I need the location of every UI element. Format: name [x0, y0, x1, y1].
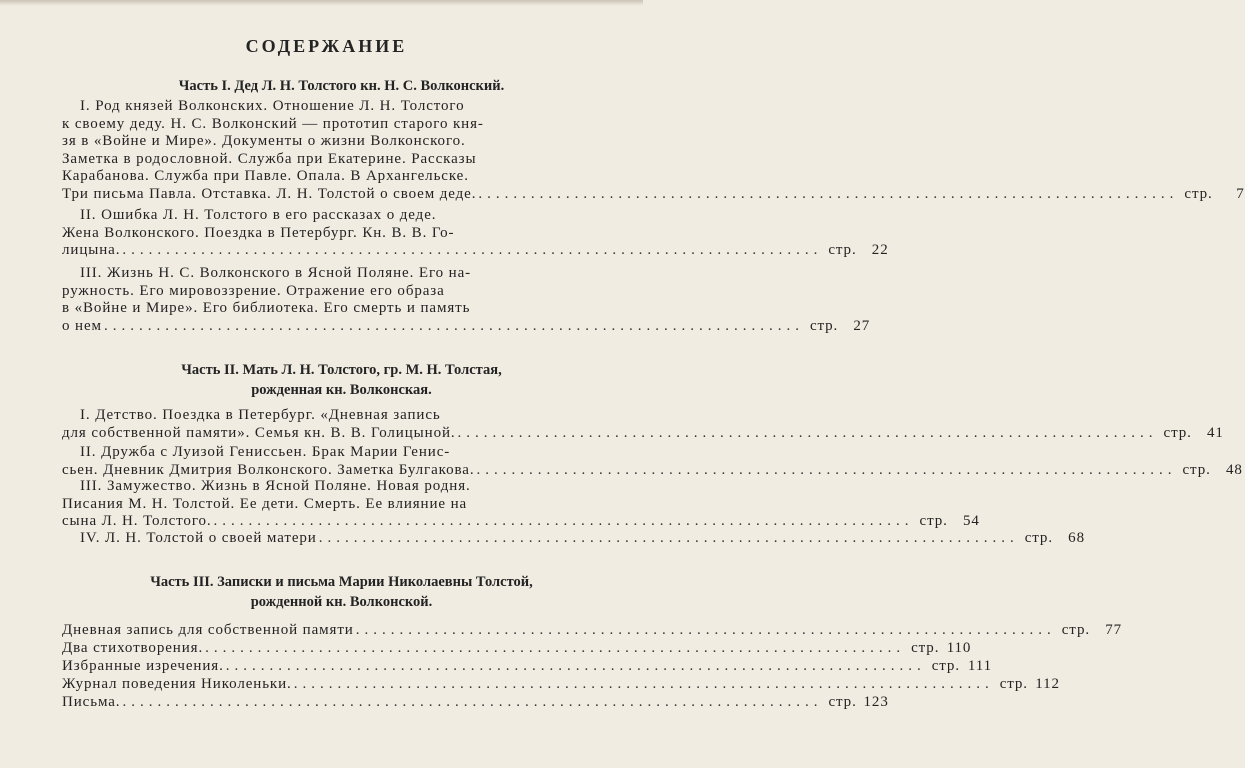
toc-entry-part2-1[interactable]: [62, 407, 1224, 442]
entry-text-line: лицына.: [62, 242, 121, 259]
page-label: стр.: [828, 694, 857, 710]
page-edge: [0, 0, 643, 6]
leader-dots: ................................................................................: [355, 622, 1056, 638]
page-ref: [1183, 462, 1243, 480]
part-2-heading-line: Часть II. Мать Л. Н. Толстого, гр. М. Н. Толстая,: [181, 362, 502, 378]
toc-entry-part3-3[interactable]: [62, 658, 992, 676]
page-number: 112: [1035, 676, 1060, 692]
page-ref: [1062, 622, 1122, 640]
entry-text-line: Три письма Павла. Отставка. Л. Н. Толстой о своем деде.: [62, 185, 477, 202]
page-ref: [828, 242, 888, 260]
page-number: 110: [946, 640, 972, 656]
page-number: 111: [967, 658, 992, 674]
entry-text-line: Дневная запись для собственной памяти: [62, 622, 354, 638]
entry-text-line: зя в «Войне и Мире». Документы о жизни Волконского.: [62, 133, 466, 150]
page-ref: [810, 318, 870, 336]
leader-dots: ................................................................................: [205, 640, 906, 656]
page-label: стр.: [809, 317, 839, 334]
page-label: стр.: [1184, 185, 1213, 202]
entry-last-line: [62, 622, 1122, 640]
leader-dots: ................................................................................: [122, 694, 823, 710]
part-3-heading: [0, 572, 643, 612]
page-ref: [1184, 186, 1244, 204]
entry-text-line: Писания М. Н. Толстой. Ее дети. Смерть. Ее влияние на: [62, 495, 468, 512]
page-ref: [920, 513, 980, 531]
entry-text-line: III. Замужество. Жизнь в Ясной Поляне. Новая родня.: [80, 478, 471, 494]
entry-last-line: [62, 317, 871, 336]
entry-last-line: [62, 424, 1224, 443]
page-label: стр.: [1024, 530, 1053, 546]
part-1-heading: [0, 76, 643, 96]
toc-entry-part1-1[interactable]: [62, 98, 1245, 204]
entry-last-line: [62, 694, 889, 712]
page-label: стр.: [1061, 622, 1090, 638]
page-label: стр.: [911, 640, 940, 656]
toc-entry-part3-1[interactable]: [62, 622, 1122, 640]
entry-text-line: Журнал поведения Николеньки.: [62, 676, 292, 692]
entry-text-line: Два стихотворения.: [62, 640, 204, 656]
entry-last-line: [62, 513, 980, 531]
page-label: стр.: [1163, 424, 1192, 441]
entry-text-line: Письма.: [62, 694, 121, 710]
toc-title: СОДЕРЖАНИЕ: [245, 36, 408, 56]
toc-entry-part2-4[interactable]: [62, 530, 1085, 548]
page-ref: [1025, 530, 1085, 548]
page-ref: [911, 640, 971, 658]
page-label: стр.: [999, 676, 1028, 692]
toc-entry-part3-5[interactable]: [62, 694, 889, 712]
toc-entry-part1-3[interactable]: [62, 265, 871, 335]
entry-last-line: [62, 185, 1245, 204]
entry-last-line: [62, 676, 1060, 694]
entry-text-line: Заметка в родословной. Служба при Екатерине. Рассказы: [62, 150, 477, 167]
page-label: стр.: [919, 513, 948, 530]
entry-text-line: I. Род князей Волконских. Отношение Л. Н. Толстого: [80, 98, 465, 114]
page-label: стр.: [1182, 461, 1211, 478]
leader-dots: ................................................................................: [457, 424, 1158, 441]
page-label: стр.: [828, 242, 857, 259]
page-number: 41: [1206, 424, 1224, 441]
page-ref: [1000, 676, 1060, 694]
entry-text-line: сьен. Дневник Дмитрия Волконского. Заметка Булгакова.: [62, 461, 475, 478]
entry-text-line: в «Войне и Мире». Его библиотека. Его смерть и память: [62, 300, 471, 317]
leader-dots: ................................................................................: [478, 185, 1179, 202]
leader-dots: ................................................................................: [318, 530, 1019, 546]
entry-text-line: II. Дружба с Луизой Гениссьен. Брак Марии Генис-: [80, 444, 451, 460]
entry-text-line: III. Жизнь Н. С. Волконского в Ясной Поляне. Его на-: [80, 265, 472, 281]
entry-text-line: ружность. Его мировоззрение. Отражение его образа: [62, 282, 445, 299]
entry-last-line: [62, 640, 972, 658]
entry-last-line: [62, 658, 992, 676]
leader-dots: ................................................................................: [103, 317, 804, 334]
page-number: 54: [962, 513, 980, 530]
leader-dots: ................................................................................: [225, 658, 926, 674]
entry-text-line: Избранные изречения.: [62, 658, 224, 674]
part-3-heading-line: Часть III. Записки и письма Марии Николаевны Толстой,: [150, 574, 533, 590]
part-2-heading-line: рожденная кн. Волконская.: [251, 382, 432, 398]
leader-dots: ................................................................................: [213, 513, 914, 530]
entry-text-line: IV. Л. Н. Толстой о своей матери: [80, 530, 317, 546]
entry-text-line: II. Ошибка Л. Н. Толстого в его рассказах о деде.: [80, 207, 437, 223]
leader-dots: ................................................................................: [293, 676, 994, 692]
entry-text-line: к своему деду. Н. С. Волконский — прототип старого кня-: [62, 115, 484, 132]
leader-dots: ................................................................................: [476, 461, 1177, 478]
toc-entry-part1-2[interactable]: [62, 207, 889, 260]
page-number: 48: [1225, 461, 1243, 478]
page-number: 77: [1105, 622, 1122, 638]
part-1-heading-line: Часть I. Дед Л. Н. Толстого кн. Н. С. Волконский.: [178, 78, 505, 94]
entry-text-line: сына Л. Н. Толстого.: [62, 513, 212, 530]
entry-last-line: [62, 461, 1243, 480]
leader-dots: ................................................................................: [122, 242, 823, 259]
entry-text-line: I. Детство. Поездка в Петербург. «Дневная запись: [80, 407, 441, 423]
part-3-heading-line: рожденной кн. Волконской.: [250, 594, 433, 610]
toc-entry-part3-4[interactable]: [62, 676, 1060, 694]
toc-entry-part3-2[interactable]: [62, 640, 972, 658]
entry-last-line: [62, 242, 889, 260]
entry-text-line: Карабанова. Служба при Павле. Опала. В Архангельске.: [62, 168, 469, 185]
toc-entry-part2-2[interactable]: [62, 444, 1243, 479]
page-number: 68: [1068, 530, 1085, 546]
entry-text-line: Жена Волконского. Поездка в Петербург. Кн. В. В. Го-: [62, 224, 455, 241]
toc-entry-part2-3[interactable]: [62, 478, 980, 531]
page-ref: [932, 658, 992, 676]
page-number: 123: [863, 694, 889, 710]
entry-last-line: [62, 530, 1085, 548]
page-ref: [828, 694, 888, 712]
page-ref: [1164, 425, 1224, 443]
entry-text-line: о нем: [62, 317, 102, 334]
entry-text-line: для собственной памяти». Семья кн. В. В. Голицыной.: [62, 424, 456, 441]
page-number: 27: [853, 317, 871, 334]
page-number: 7: [1236, 185, 1245, 202]
page-label: стр.: [931, 658, 960, 674]
part-2-heading: [0, 360, 643, 400]
page-number: 22: [871, 242, 889, 259]
